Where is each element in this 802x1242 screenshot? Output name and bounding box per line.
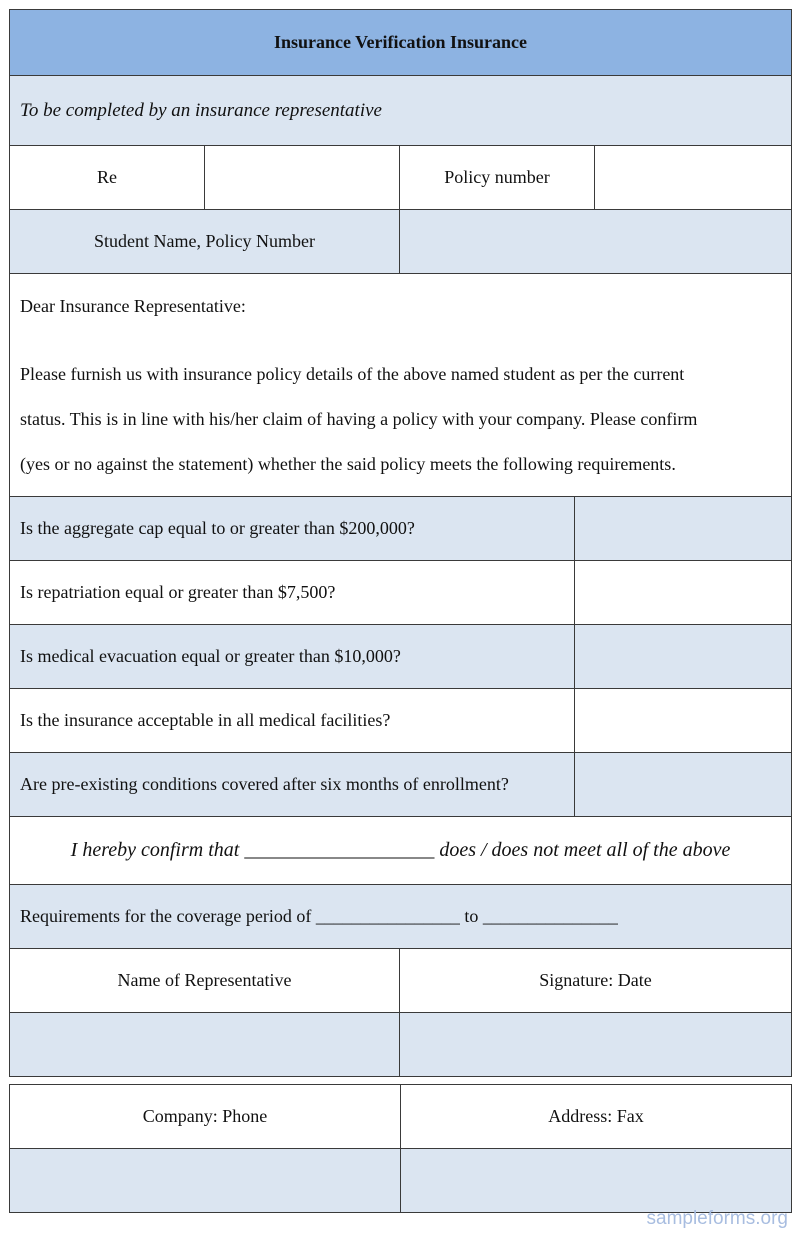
question-medical-facilities: Is the insurance acceptable in all medical facilities? bbox=[10, 689, 575, 753]
letter-line-1: Please furnish us with insurance policy details of the above named student as per the current bbox=[20, 364, 685, 384]
re-label: Re bbox=[10, 146, 205, 210]
answer-aggregate-cap[interactable] bbox=[575, 497, 792, 561]
insurance-verification-form bbox=[9, 9, 791, 1213]
policy-number-field[interactable] bbox=[595, 146, 792, 210]
form-subtitle: To be completed by an insurance representative bbox=[10, 76, 792, 146]
form-title: Insurance Verification Insurance bbox=[10, 10, 792, 76]
coverage-period-statement[interactable]: Requirements for the coverage period of ________________ to _______________ bbox=[10, 885, 792, 949]
form-main-table bbox=[9, 9, 792, 1077]
re-field[interactable] bbox=[205, 146, 400, 210]
answer-repatriation[interactable] bbox=[575, 561, 792, 625]
policy-number-label: Policy number bbox=[400, 146, 595, 210]
answer-medical-evacuation[interactable] bbox=[575, 625, 792, 689]
confirmation-statement[interactable]: I hereby confirm that ___________________ does / does not meet all of the above bbox=[10, 817, 792, 885]
letter-line-3: (yes or no against the statement) whether the said policy meets the following requirements. bbox=[20, 454, 676, 474]
signature-date-label: Signature: Date bbox=[400, 949, 792, 1013]
signature-date-field[interactable] bbox=[400, 1013, 792, 1077]
address-fax-field[interactable] bbox=[401, 1149, 792, 1213]
question-aggregate-cap: Is the aggregate cap equal to or greater than $200,000? bbox=[10, 497, 575, 561]
answer-medical-facilities[interactable] bbox=[575, 689, 792, 753]
letter-line-2: status. This is in line with his/her claim of having a policy with your company. Please confirm bbox=[20, 409, 698, 429]
student-name-policy-field[interactable] bbox=[400, 210, 792, 274]
question-repatriation: Is repatriation equal or greater than $7,500? bbox=[10, 561, 575, 625]
answer-pre-existing[interactable] bbox=[575, 753, 792, 817]
company-phone-label: Company: Phone bbox=[10, 1085, 401, 1149]
watermark: sampleforms.org bbox=[646, 1208, 788, 1229]
company-phone-field[interactable] bbox=[10, 1149, 401, 1213]
contact-table bbox=[9, 1084, 792, 1213]
address-fax-label: Address: Fax bbox=[401, 1085, 792, 1149]
question-pre-existing: Are pre-existing conditions covered after six months of enrollment? bbox=[10, 753, 575, 817]
letter-body bbox=[10, 274, 792, 497]
student-name-policy-label: Student Name, Policy Number bbox=[10, 210, 400, 274]
letter-greeting: Dear Insurance Representative: bbox=[20, 296, 246, 316]
representative-name-label: Name of Representative bbox=[10, 949, 400, 1013]
representative-name-field[interactable] bbox=[10, 1013, 400, 1077]
question-medical-evacuation: Is medical evacuation equal or greater than $10,000? bbox=[10, 625, 575, 689]
